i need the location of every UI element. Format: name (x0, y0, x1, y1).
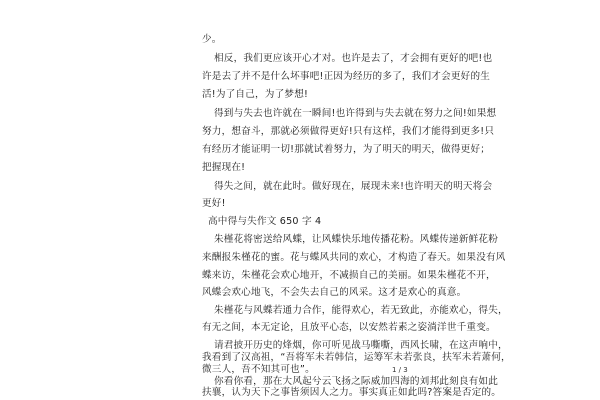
page-number: 1 / 3 (392, 366, 408, 374)
paragraph-5-line-2: 有无之间，本无定论，且放平心态，以安然若素之姿淌洋世千重变。 (202, 322, 496, 333)
paragraph-7-line-2: 扶襄，认为天下之事皆须因人之力。事实真正如此吗?答案是否定的。 (202, 387, 502, 398)
paragraph-4-line-2: 来酬报朱槿花的蜜。花与蝶风共同的欢心，才构造了春天。如果没有风 (202, 252, 506, 263)
paragraph-2-line-1: 得到与失去也许就在一瞬间!也许得到与失去就在努力之间!如果想 (214, 108, 497, 119)
text-line: 少。 (202, 34, 222, 45)
paragraph-1-line-1: 相反，我们更应该开心才对。也许是去了，才会拥有更好的吧!也 (214, 53, 493, 64)
paragraph-4-line-4: 风蝶会欢心地飞，不会失去自己的风采。这才是欢心的真意。 (202, 287, 467, 298)
paragraph-6-line-1: 请君披开历史的烽烟，你可听见战马嘶嘶，西风长啸，在这声响中， (214, 340, 508, 351)
paragraph-3-line-1: 得失之间，就在此时。做好现在，展现未来!也许明天的明天将会 (214, 181, 493, 192)
paragraph-6-line-3: 微三人，吾不知其可也”。 (202, 364, 315, 375)
paragraph-4-line-3: 蝶来访，朱槿花会欢心地开，不减损自己的美丽。如果朱槿花不开， (202, 270, 496, 281)
paragraph-2-line-4: 把握现在! (202, 162, 246, 173)
paragraph-5-line-1: 朱槿花与风蝶若通力合作，能得欢心，若无致此，亦能欢心，得失， (214, 305, 508, 316)
paragraph-1-line-3: 活!为了自己，为了梦想! (202, 89, 309, 100)
paragraph-4-line-1: 朱槿花将密送给风蝶，让风蝶快乐地传播花粉。风蝶传递新鲜花粉 (214, 234, 499, 245)
paragraph-2-line-3: 有经历才能证明一切!那就试着努力，为了明天的明天，做得更好； (202, 144, 491, 155)
paragraph-7-line-1: 你看你看，那在大风起兮云飞扬之际威加四海的刘邦此刻良有如此 (214, 376, 499, 387)
paragraph-3-line-2: 更好! (202, 198, 226, 209)
paragraph-2-line-2: 努力，想奋斗，那就必须做得更好!只有这样，我们才能得到更多!只 (202, 126, 495, 137)
paragraph-1-line-2: 许是去了并不是什么坏事吧!正因为经历的多了，我们才会更好的生 (202, 71, 491, 82)
paragraph-6-line-2: 我看到了汉高祖，“吾将军未若韩信，运筹军未若张良，扶军未若萧何， (202, 352, 511, 363)
section-heading: 高中得与失作文 650 字 4 (208, 216, 322, 227)
